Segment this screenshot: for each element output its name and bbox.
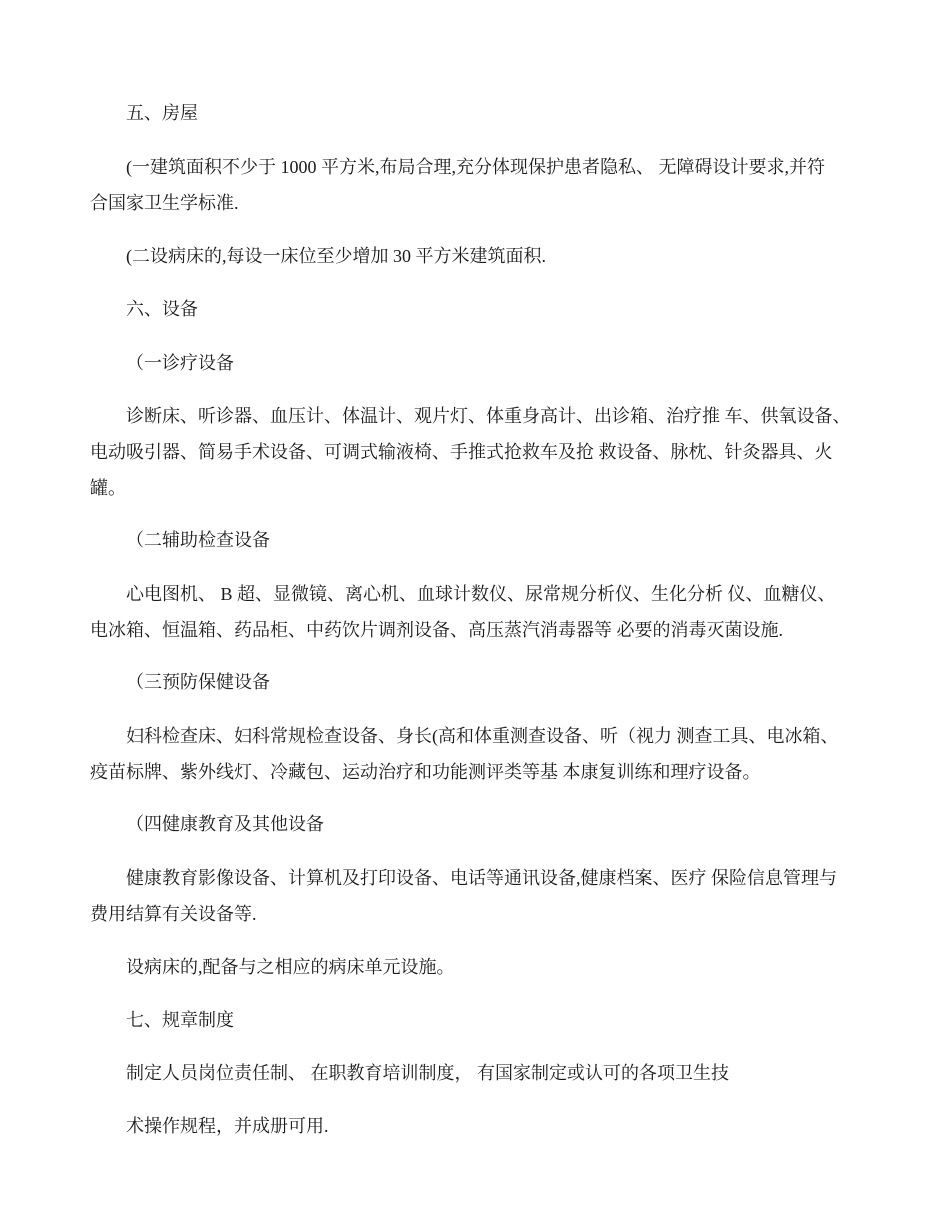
- paragraph-line: 妇科检查床、妇科常规检查设备、身长(高和体重测查设备、听（视力 测查工具、电冰箱、: [126, 726, 839, 746]
- paragraph-line: 设病床的,配备与之相应的病床单元设施。: [126, 957, 455, 977]
- paragraph-line: 制定人员岗位责任制、 在职教育培训制度， 有国家制定或认可的各项卫生技: [126, 1063, 729, 1083]
- paragraph-line: 疫苗标牌、紫外线灯、冷藏包、运动治疗和功能测评类等基 本康复训练和理疗设备。: [90, 762, 761, 782]
- subsection-heading: （三预防保健设备: [126, 672, 270, 692]
- paragraph-line: 心电图机、 B 超、显微镜、离心机、血球计数仪、尿常规分析仪、生化分析 仪、血糖仪、: [126, 584, 836, 604]
- section-heading-housing: 五、房屋: [126, 103, 198, 123]
- paragraph-line: (一建筑面积不少于 1000 平方米,布局合理,充分体现保护患者隐私、 无障碍设计要求,并符: [126, 157, 825, 177]
- subsection-heading: （二辅助检查设备: [126, 530, 270, 550]
- subsection-heading: （一诊疗设备: [126, 353, 234, 373]
- paragraph-line: 电动吸引器、简易手术设备、可调式输液椅、手推式抢救车及抢 救设备、脉枕、针灸器具、火: [90, 442, 833, 462]
- paragraph-line: 电冰箱、恒温箱、药品柜、中药饮片调剂设备、高压蒸汽消毒器等 必要的消毒灭菌设施.: [90, 620, 783, 640]
- paragraph-line: 健康教育影像设备、计算机及打印设备、电话等通讯设备,健康档案、医疗 保险信息管理与: [126, 868, 837, 888]
- paragraph-line: (二设病床的,每设一床位至少增加 30 平方米建筑面积.: [126, 246, 546, 266]
- section-heading-equipment: 六、设备: [126, 299, 198, 319]
- paragraph-line: 合国家卫生学标准.: [90, 193, 239, 213]
- paragraph-line: 诊断床、听诊器、血压计、体温计、观片灯、体重身高计、出诊箱、治疗推 车、供氧设备、: [126, 406, 851, 426]
- paragraph-line: 罐。: [90, 478, 126, 498]
- paragraph-line: 术操作规程，并成册可用.: [126, 1116, 329, 1136]
- subsection-heading: （四健康教育及其他设备: [126, 814, 324, 834]
- section-heading-regulations: 七、规章制度: [126, 1010, 234, 1030]
- paragraph-line: 费用结算有关设备等.: [90, 904, 257, 924]
